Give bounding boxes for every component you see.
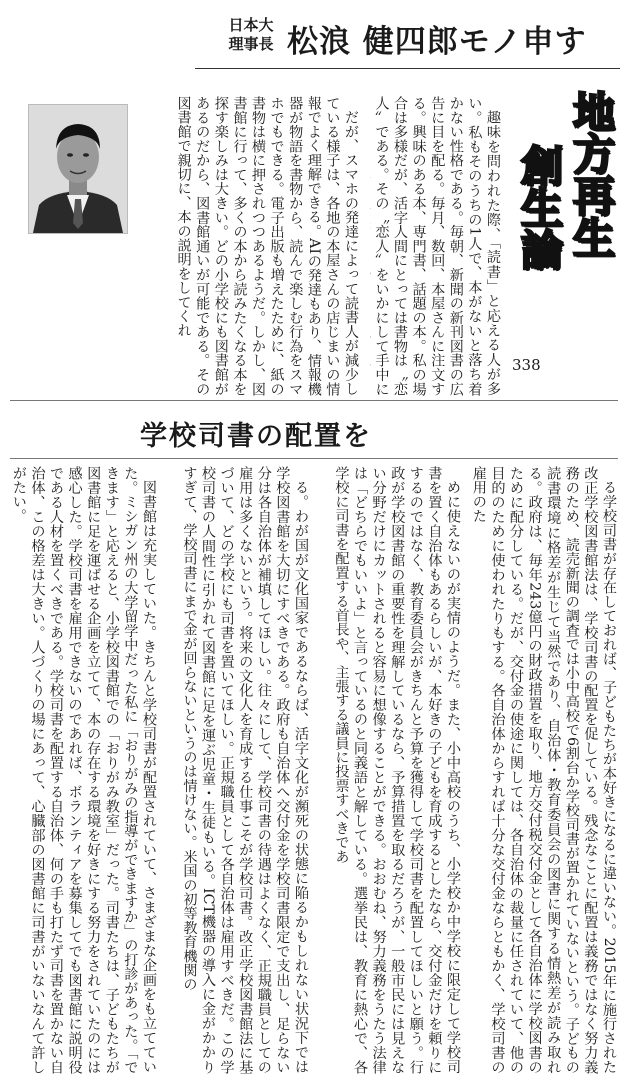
body-text-bottom-col3 (164, 466, 310, 1074)
headline: 学校司書の配置を (140, 421, 372, 452)
divider-line (10, 458, 618, 459)
body-text-bottom-col1 (468, 466, 618, 1074)
body-paragraph: だが、スマホの発達によって読書人が減少している様子は、各地の本屋さんの店じまいの情報でよく理解できる。AIの発達もあり、情報機器が物語を書物から、読んで楽しむ行為をスマホでもできる。電子出版も増えたために、紙の書物は横に押されつつあるようだ。しかし、図書館に行って、多くの本から読みたくなる本を探す楽しみは大きい。どの小学校にも図書館があるのだから、図書館通いが可能である。その図書館で親切に、本の説明をしてくれ (175, 96, 359, 396)
body-paragraph: 図書館は充実していた。きちんと学校司書が配置されていて、さまざまな企画をも立てていた。ミシガン州の大学留学中だった私に「おりがみの指導ができますか」の打診があった。「できます」と応えると、小学校図書館での「おりがみ教室」だった。司書たちは、子どもたちが図書館に足を運ばせる企画を立てて、本の存在する環境を好きにする努力をされていたのには感心した。学校司書を雇用できないのであれば、ボランティアを募集してでも図書館に説明役である人材を置くべきである。学校司書を配置する自治体、何の手も打たず司書を置かない自治体、この格差は大きい。人づくりの場にあって、心臓部の図書館に司書がいないなんて許しがたい。 (10, 466, 157, 1074)
author-role (225, 16, 277, 54)
body-text-top-left (140, 96, 360, 396)
portrait-illustration (29, 105, 127, 233)
series-number: 338 (512, 356, 541, 374)
series-title-part1: 地方再生 (567, 90, 616, 258)
divider-line (10, 400, 618, 401)
body-text-bottom-col2 (316, 466, 462, 1074)
body-text-top-right (370, 96, 502, 396)
series-title-part2: 創生論 (515, 144, 564, 270)
column-header (195, 8, 620, 69)
author-portrait (28, 104, 128, 234)
series-title-block (510, 84, 614, 374)
author-role-line1: 日本大 (228, 16, 274, 34)
body-paragraph: めに使えないのが実情のようだ。また、小中高校のうち、小学校か中学校に限定して学校司書を置く自治体もあるらしいが、本好きの子どもを育成するとしたなら、交付金だけを頼りにするのではなく、教育委員会がきちんと予算を獲得して学校司書を配置してほしいと願う。行政が学校図書館の重要性を理解しているなら、予算措置を取るだろうが、一般市民には見えない分野だけにカットされると容易に想像することができる。おおむね、努力義務をうたう法律は「どちらでもいいよ」と言っているのと同義語と解している。選挙民は、教育に熱心で、各学校に司書を配置する首長や、主張する議員に投票すべきであ (333, 466, 461, 1074)
body-paragraph: る。わが国が文化国家であるならば、活字文化が瀕死の状態に陥るかもしれない状況下では学校図書館を大切にすべきである。政府も自治体へ交付金を学校司書限定で支出し、足らない分は各自治体が補填してほしい。往々にして、学校司書の待遇はよくなく、正規職員としての雇用は多くないという。将来の文化人を育成する仕事こそが学校司書。改正学校図書館法に基づいて、どの学校にも司書を置いてほしい。正規職員として各自治体は雇用すべきだ。この学校司書の人間性に引かれて図書館に足を運ぶ児童・生徒もいる。ICT機器の導入に金がかかりすぎて、学校司書にまで金が回らないというのは情けない。米国の初等教育機関の (181, 466, 309, 1074)
body-text-bottom-col4 (10, 466, 158, 1074)
body-paragraph: 趣味を問われた際、「読書」と応える人が多い。私もそのうちの1人で、本がないと落ち着かない性格である。毎朝、新聞の新刊図書の広告に目を配る。毎月、数回、本屋さんに注文する。興味のある本、専門書、話題の本。私の場合は多様だが、活字人間にとっては書物は〝恋人〟である。その〝恋人〟をいかにして手中に (373, 96, 501, 396)
column-title: 松浪 健四郎モノ申す (287, 24, 587, 60)
body-paragraph: る学校司書が存在しておれば、子どもたちが本好きになるに違いない。2015年に施行された改正学校図書館法は、学校司書の配置を促している。残念なことに配置は義務ではなく努力義務のため、読売新聞の調査では小中高校で6割台か学校司書が置かれていないという。子どもの読書環境に格差が生じて当然であり、自治体・教育委員会の図書に関する情熱差が読み取れる。政府は、毎年243億円の財政措置を取り、地方交付税交付金として各自治体に学校図書のために配分している。だが、交付金の使途に関しては、各自治体の裁量に任されていて、他の目的のために使われたりもする。各自治体からすれば十分な交付金ならともかく、学校司書の雇用のた (470, 466, 617, 1074)
author-role-line2: 理事長 (228, 35, 274, 53)
